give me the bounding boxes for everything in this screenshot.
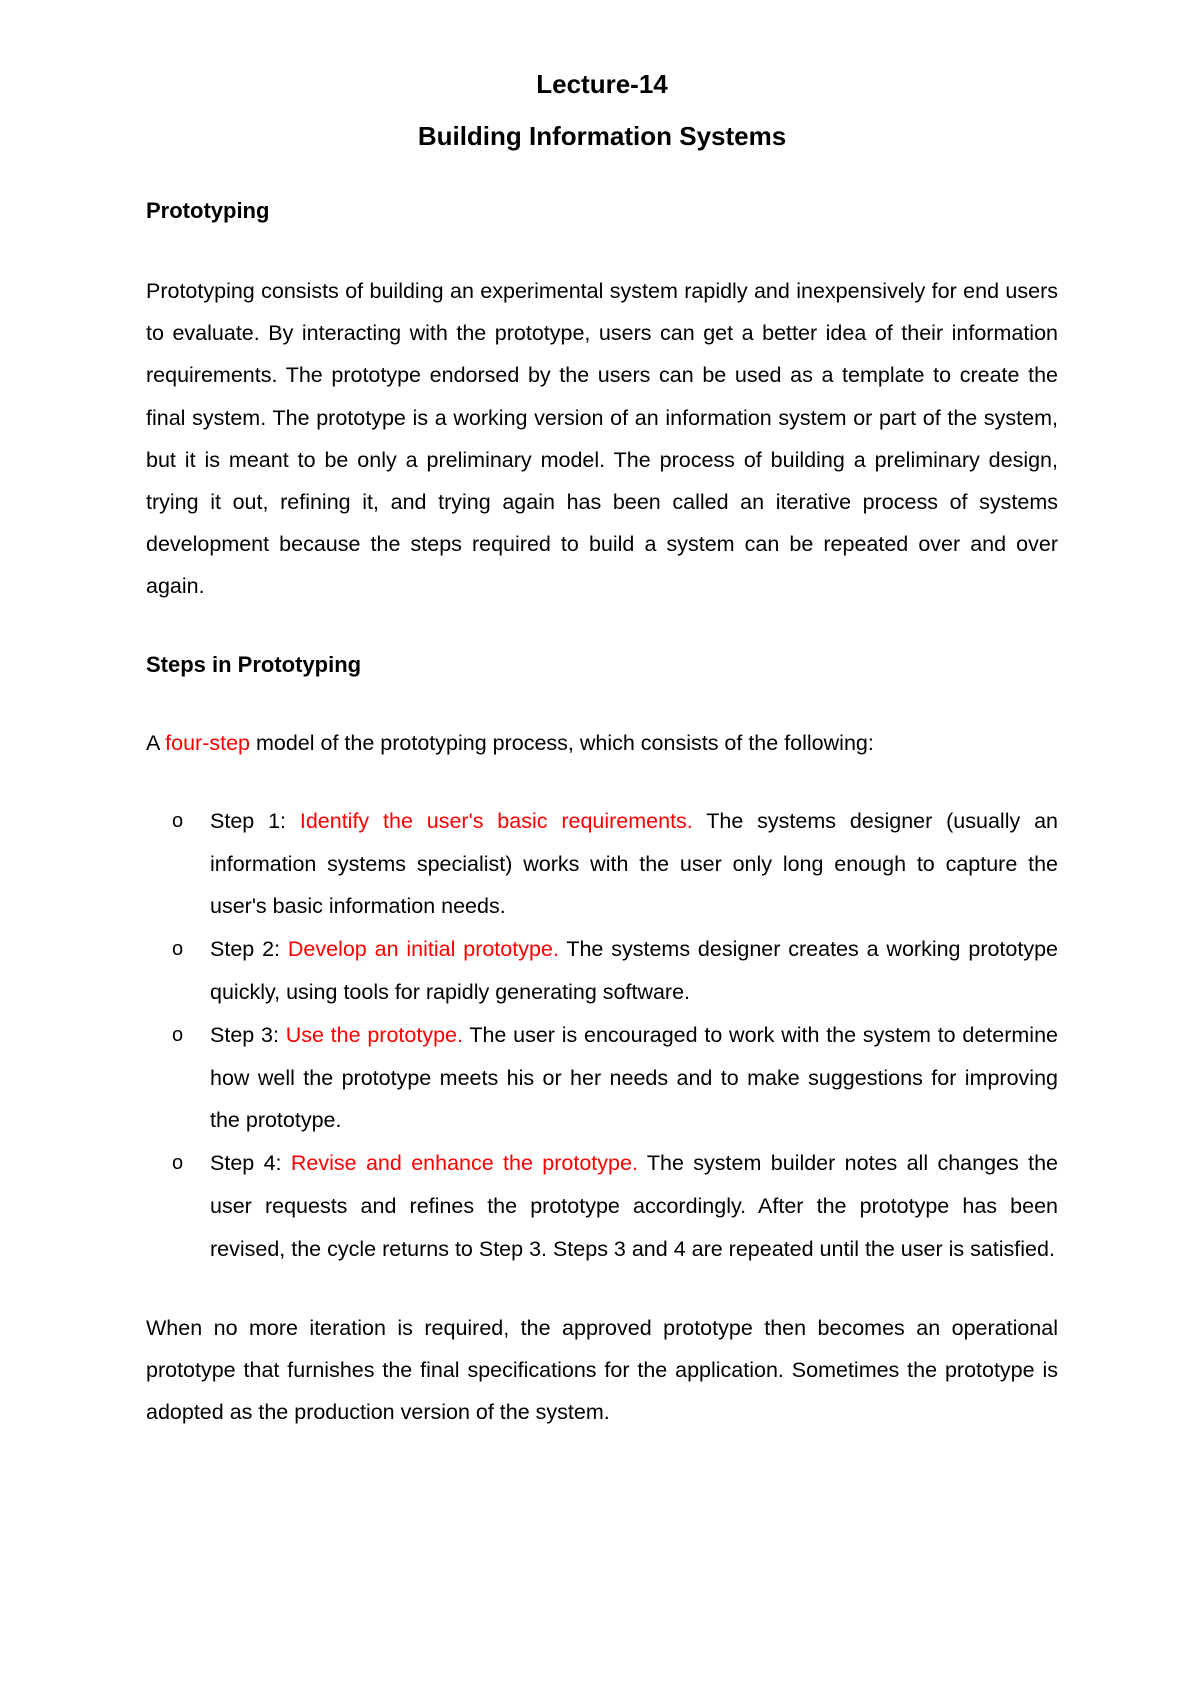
steps-intro — [146, 722, 1058, 764]
step-label: Step 3: — [210, 1022, 286, 1047]
step-text: The systems designer creates a working prototype quickly, using tools for rapidly generating software. — [210, 937, 1059, 1005]
list-item — [146, 800, 1058, 928]
list-item — [146, 928, 1058, 1014]
section-heading-steps: Steps in Prototyping — [146, 651, 362, 677]
list-item — [146, 1142, 1058, 1270]
steps-list — [146, 800, 1058, 1271]
step-highlight: Identify the user's basic requirements. — [299, 808, 693, 833]
step-text: The system builder notes all changes the user requests and refines the prototype accordingly. After the prototype has been revised, the cycle returns to Step 3. Steps 3 and 4 are repeated until the user is satisfied. — [210, 1151, 1059, 1261]
lecture-number: Lecture-14 — [536, 69, 668, 99]
step-label: Step 2: — [210, 937, 288, 962]
bullet-icon: o — [172, 1023, 184, 1046]
step-text: The user is encouraged to work with the system to determine how well the prototype meets his or her needs and to make suggestions for improving the prototype. — [210, 1022, 1058, 1133]
document-content — [146, 58, 1058, 1433]
intro-suffix: model of the prototyping process, which consists of the following: — [250, 730, 874, 755]
section-heading-prototyping: Prototyping — [146, 198, 270, 223]
closing-paragraph: When no more iteration is required, the approved prototype then becomes an operational prototype that furnishes the final specifications for the application. Sometimes the prototype is adopted as the production version of the system. — [146, 1315, 1058, 1424]
prototyping-paragraph: Prototyping consists of building an experimental system rapidly and inexpensively for end users to evaluate. By interacting with the prototype, users can get a better idea of their information requirements. The prototype endorsed by the users can be used as a template to create the final system. The prototype is a working version of an information system or part of the system, but it is meant to be only a preliminary model. The process of building a preliminary design, trying it out, refining it, and trying again has been called an iterative process of systems development because the steps required to build a system can be repeated over and over again. — [146, 279, 1058, 599]
intro-prefix: A — [146, 730, 166, 755]
intro-highlight: four-step — [165, 730, 250, 755]
step-highlight: Use the prototype. — [285, 1022, 463, 1047]
step-highlight: Develop an initial prototype. — [287, 937, 559, 962]
step-text: The systems designer (usually an information systems specialist) works with the user only long enough to capture the user's basic information needs. — [210, 808, 1058, 919]
step-highlight: Revise and enhance the prototype. — [290, 1151, 638, 1176]
bullet-icon: o — [172, 938, 184, 961]
step-label: Step 4: — [210, 1151, 291, 1176]
step-label: Step 1: — [210, 808, 300, 833]
lecture-title: Building Information Systems — [417, 121, 787, 151]
list-item — [146, 1014, 1058, 1142]
bullet-icon: o — [172, 1152, 184, 1175]
bullet-icon: o — [172, 809, 184, 832]
